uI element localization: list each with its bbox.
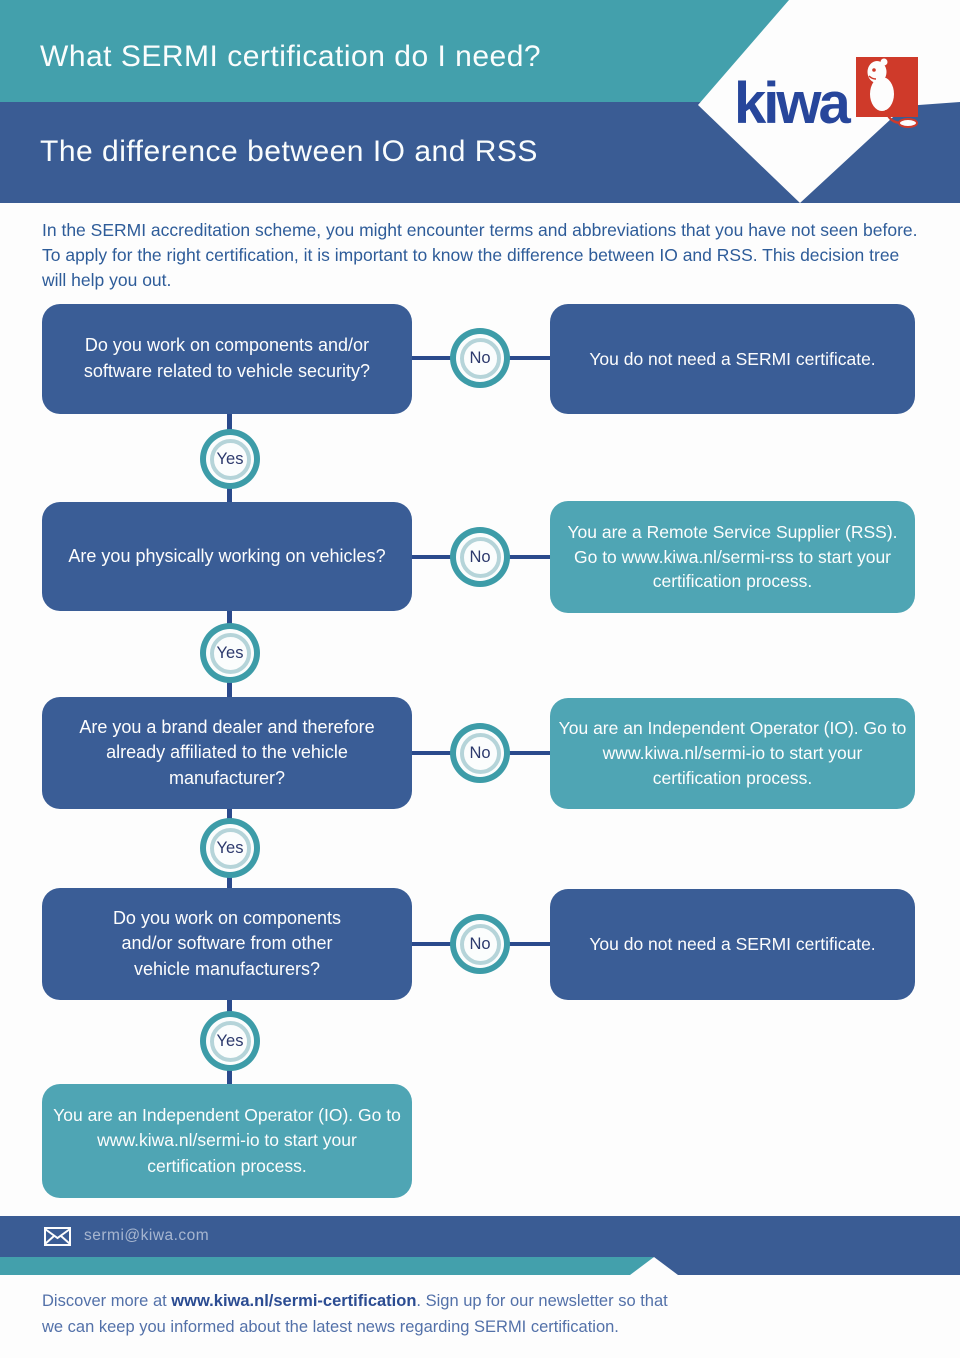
footer-teal-strip	[0, 1257, 653, 1275]
question-box-1	[42, 304, 412, 414]
yes-circle-1-ring	[206, 435, 254, 483]
no-label-3: No	[460, 733, 501, 774]
no-circle-4	[450, 914, 510, 974]
footer-bar	[0, 1216, 960, 1257]
no-circle-1	[450, 328, 510, 388]
question-text-4: Do you work on components and/or software from other vehicle manufacturers?	[112, 907, 342, 979]
question-box-2	[42, 502, 412, 611]
kiwa-logo: kiwa	[734, 71, 848, 136]
no-circle-4-ring	[456, 920, 504, 968]
beaver-icon	[850, 52, 930, 136]
email-address: sermi@kiwa.com	[84, 1227, 210, 1244]
no-circle-2-ring	[456, 533, 504, 581]
no-circle-1-ring	[456, 334, 504, 382]
answer-box-1	[550, 304, 915, 414]
answer-text-3: You are an Independent Operator (IO). Go to www.kiwa.nl/sermi-io to start your certification process.	[558, 718, 907, 788]
final-answer-text: You are an Independent Operator (IO). Go to www.kiwa.nl/sermi-io to start your certification process.	[53, 1104, 401, 1176]
answer-box-3	[550, 698, 915, 809]
yes-circle-1	[200, 429, 260, 489]
question-box-3	[42, 697, 412, 809]
question-box-4	[42, 888, 412, 1000]
footer-note-link: www.kiwa.nl/sermi-certification	[171, 1292, 417, 1310]
answer-text-1: You do not need a SERMI certificate.	[589, 348, 876, 369]
page-subtitle: The difference between IO and RSS	[40, 135, 538, 168]
intro-paragraph: In the SERMI accreditation scheme, you might encounter terms and abbreviations that you have not seen before. To apply for the right certification, it is important to know the difference between IO and RSS. This decision tree will help you out.	[42, 220, 918, 290]
no-circle-2	[450, 527, 510, 587]
yes-circle-3-ring	[206, 824, 254, 872]
footer-note	[42, 1288, 682, 1340]
answer-text-2: You are a Remote Service Supplier (RSS). Go to www.kiwa.nl/sermi-rss to start your certification process.	[567, 521, 898, 592]
yes-circle-4-ring	[206, 1017, 254, 1065]
question-text-3: Are you a brand dealer and therefore already affiliated to the vehicle manufacturer?	[79, 716, 375, 788]
final-answer-box	[42, 1084, 412, 1198]
yes-label-4: Yes	[210, 1021, 251, 1062]
answer-box-4	[550, 889, 915, 1000]
footer-triangle-notch	[630, 1257, 678, 1275]
footer-blue-strip	[653, 1257, 960, 1275]
yes-label-1: Yes	[210, 439, 251, 480]
footer-note-prefix: Discover more at	[42, 1292, 172, 1310]
question-text-2: Are you physically working on vehicles?	[68, 545, 386, 566]
answer-text-4: You do not need a SERMI certificate.	[589, 934, 876, 955]
yes-circle-2	[200, 623, 260, 683]
question-text-1: Do you work on components and/or software related to vehicle security?	[83, 335, 371, 381]
page-title: What SERMI certification do I need?	[40, 40, 542, 73]
yes-label-2: Yes	[210, 633, 251, 674]
footer-note-suffix: . Sign up for our newsletter so that we can keep you informed about the latest news regarding SERMI certification.	[42, 1292, 668, 1336]
no-circle-3-ring	[456, 729, 504, 777]
no-circle-3	[450, 723, 510, 783]
answer-box-2	[550, 501, 915, 613]
yes-circle-2-ring	[206, 629, 254, 677]
email-icon	[44, 1227, 71, 1246]
yes-label-3: Yes	[210, 828, 251, 869]
no-label-2: No	[460, 537, 501, 578]
no-label-4: No	[460, 924, 501, 965]
no-label-1: No	[460, 338, 501, 379]
yes-circle-3	[200, 818, 260, 878]
yes-circle-4	[200, 1011, 260, 1071]
